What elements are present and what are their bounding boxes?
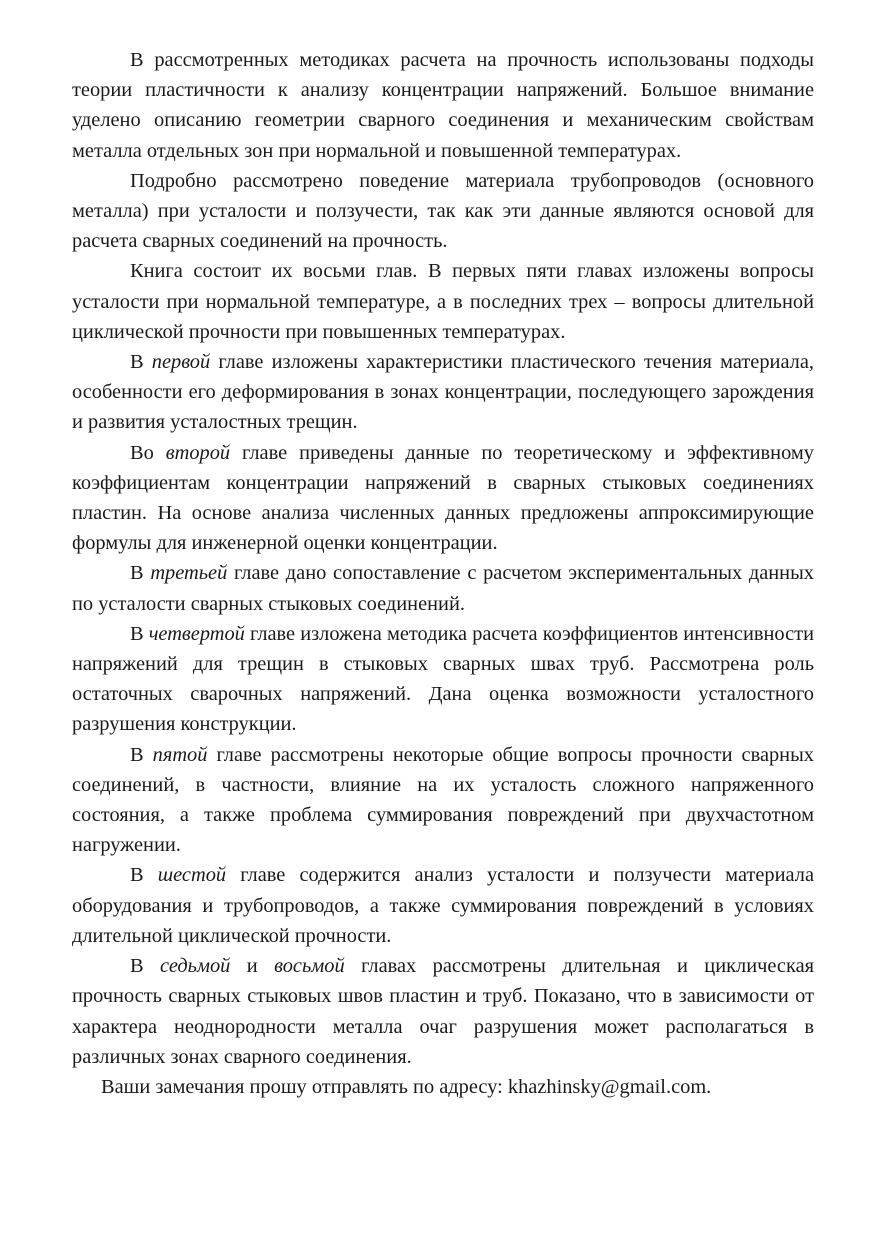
contact-line: Ваши замечания прошу отправлять по адресу: khazhinsky@gmail.com.	[101, 1075, 712, 1098]
chapter-2-ordinal: второй	[165, 441, 231, 464]
chapter-2-lead: Во	[130, 441, 166, 464]
materials-paragraph: Подробно рассмотрено поведение материала трубопроводов (основного металла) при усталости и ползучести, так как эти данные являются основой для расчета сварных соединений на прочность.	[72, 169, 814, 253]
chapter-6-paragraph	[72, 860, 814, 951]
chapter-3-ordinal: третьей	[150, 562, 228, 585]
chapter-8-ordinal: восьмой	[274, 955, 345, 978]
chapter-1-ordinal: первой	[151, 351, 211, 374]
chapter-6-ordinal: шестой	[157, 864, 227, 887]
chapter-5-text: главе рассмотрены некоторые общие вопросы прочности сварных соединений, в частности, влияние на их усталость сложного напряженного состояния, а также проблема суммирования повреждений при двухчастотном нагружении.	[72, 743, 814, 857]
intro-paragraph: В рассмотренных методиках расчета на прочность использованы подходы теории пластичности к анализу концентрации напряжений. Большое внимание уделено описанию геометрии сварного соединения и механическим свойствам металла отдельных зон при нормальной и повышенной температурах.	[72, 49, 814, 162]
chapter-4-lead: В	[130, 622, 149, 645]
chapter-6-text: главе содержится анализ усталости и ползучести материала оборудования и трубопроводов, а также суммирования повреждений в условиях длительной циклической прочности.	[72, 864, 814, 947]
chapter-5-lead: В	[130, 743, 153, 766]
chapter-5-paragraph	[72, 740, 814, 861]
chapter-3-paragraph	[72, 558, 814, 618]
chapter-4-text: главе изложена методика расчета коэффициентов интенсивности напряжений для трещин в стыковых сварных швах труб. Рассмотрена роль остаточных сварочных напряжений. Дана оценка возможности усталостного разрушения конструкции.	[72, 622, 814, 736]
chapter-3-text: главе дано сопоставление с расчетом экспериментальных данных по усталости сварных стыковых соединений.	[72, 562, 814, 615]
chapter-6-lead: В	[130, 864, 158, 887]
chapter-7-lead: В	[130, 955, 161, 978]
chapter-4-ordinal: четвертой	[148, 622, 245, 645]
chapter-4-paragraph	[72, 619, 814, 740]
chapter-5-ordinal: пятой	[152, 743, 208, 766]
book-structure-paragraph: Книга состоит их восьми глав. В первых пяти главах изложены вопросы усталости при нормальной температуре, а в последних трех – вопросы длительной циклической прочности при повышенных температурах.	[72, 260, 814, 343]
document-page	[72, 45, 814, 1102]
chapter-7-8-text: главах рассмотрены длительная и циклическая прочность сварных стыковых швов пластин и труб. Показано, что в зависимости от характера неоднородности металла очаг разрушения может располагаться в различных зонах сварного соединения.	[72, 955, 815, 1068]
chapter-7-8-conjunction: и	[230, 955, 275, 978]
chapter-2-text: главе приведены данные по теоретическому и эффективному коэффициентам концентрации напряжений в сварных стыковых соединениях пластин. На основе анализа численных данных предложены аппроксимирующие формулы для инженерной оценки концентрации.	[72, 441, 814, 555]
chapter-1-lead: В	[130, 351, 152, 374]
chapter-7-ordinal: седьмой	[160, 955, 231, 978]
chapter-1-paragraph	[72, 347, 814, 438]
chapter-3-lead: В	[130, 562, 151, 585]
chapter-1-text: главе изложены характеристики пластического течения материала, особенности его деформирования в зонах концентрации, последующего зарождения и развития усталостных трещин.	[72, 351, 815, 434]
chapter-2-paragraph	[72, 438, 814, 559]
chapter-7-8-paragraph	[72, 951, 814, 1072]
